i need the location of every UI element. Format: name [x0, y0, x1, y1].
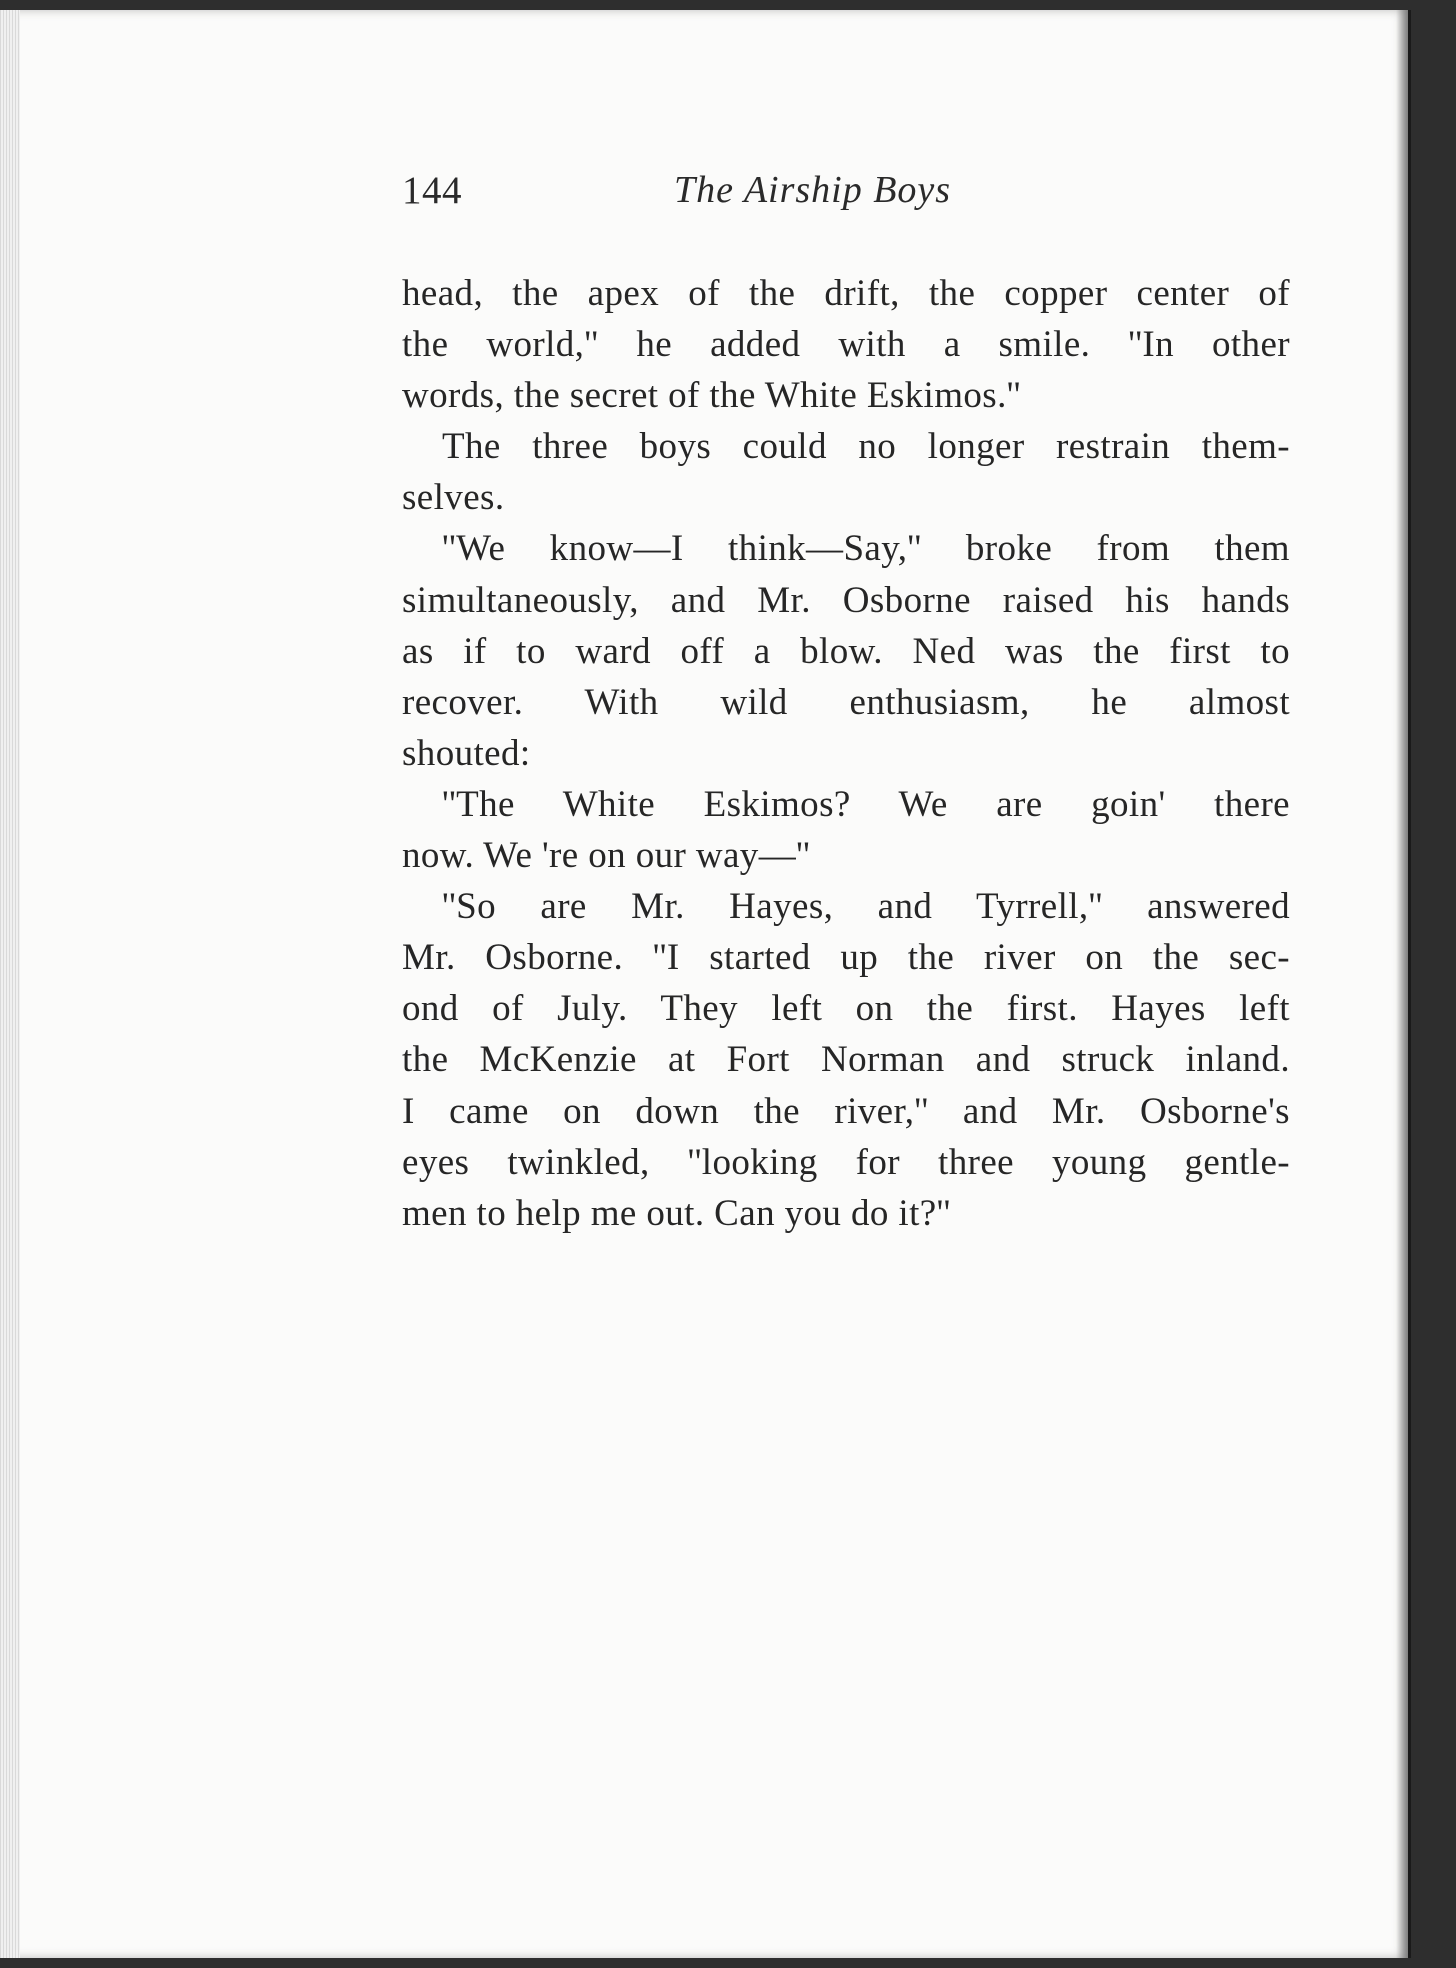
text-line: simultaneously, and Mr. Osborne raised his hands	[402, 579, 1290, 621]
text-line: ''The White Eskimos? We are goin' there	[442, 783, 1290, 825]
text-line: The three boys could no longer restrain them-	[442, 426, 1290, 468]
paragraph	[402, 779, 1290, 881]
text-line: words, the secret of the White Eskimos.''	[402, 375, 1021, 417]
text-line: the McKenzie at Fort Norman and struck inland.	[402, 1039, 1290, 1081]
text-line: ond of July. They left on the first. Hayes left	[402, 988, 1290, 1030]
text-line: recover. With wild enthusiasm, he almost	[402, 681, 1290, 723]
text-line: eyes twinkled, ''looking for three young gentle-	[402, 1141, 1290, 1183]
text-line: ''So are Mr. Hayes, and Tyrrell,'' answered	[442, 886, 1290, 928]
text-line: as if to ward off a blow. Ned was the first to	[402, 630, 1290, 672]
paragraph	[402, 268, 1290, 421]
paragraph	[402, 523, 1290, 778]
text-line: head, the apex of the drift, the copper center of	[402, 273, 1290, 314]
text-line: selves.	[402, 477, 505, 519]
running-title: The Airship Boys	[674, 169, 952, 211]
text-line: ''We know—I think—Say,'' broke from them	[442, 528, 1290, 570]
text-line: now. We 're on our way—''	[402, 835, 811, 877]
page-number: 144	[402, 169, 462, 212]
text-line: shouted:	[402, 732, 531, 774]
text-line: Mr. Osborne. ''I started up the river on the sec-	[402, 937, 1290, 979]
body-text	[402, 268, 1290, 1239]
text-line: men to help me out. Can you do it?''	[402, 1192, 951, 1234]
paragraph	[402, 881, 1290, 1239]
running-head	[402, 168, 1290, 228]
text-line: the world,'' he added with a smile. ''In other	[402, 324, 1290, 366]
page-gutter-shadow	[1396, 10, 1408, 1958]
page-edges	[0, 10, 20, 1958]
paragraph	[402, 421, 1290, 523]
text-line: I came on down the river,'' and Mr. Osborne's	[402, 1090, 1290, 1132]
